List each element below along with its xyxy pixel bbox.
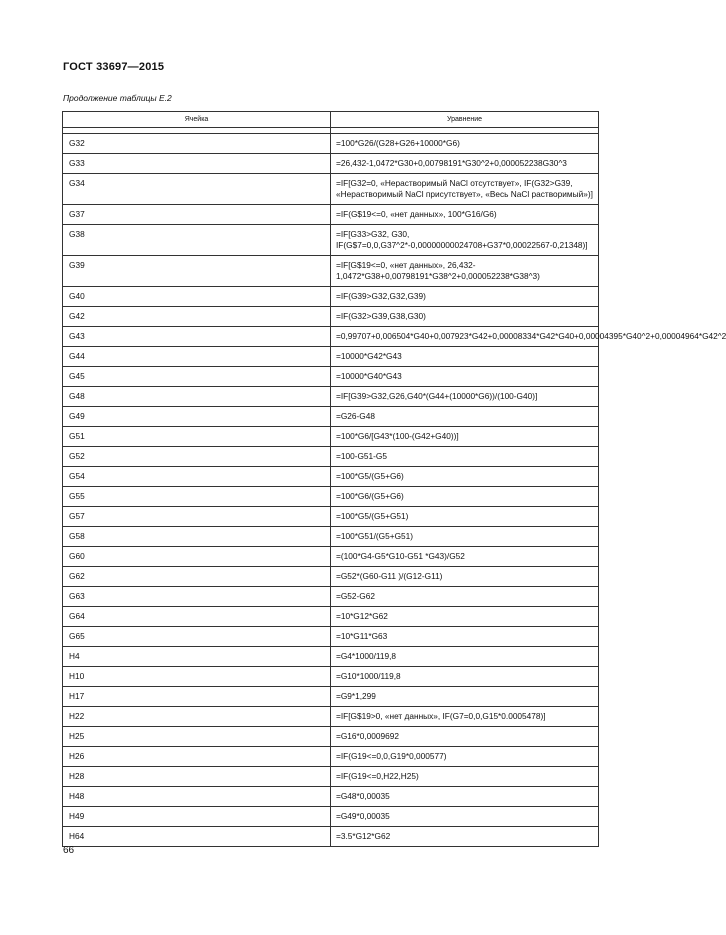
table-row <box>63 787 599 807</box>
cell-reference: G55 <box>63 487 331 507</box>
table-row <box>63 467 599 487</box>
equation-formula: =G52-G62 <box>331 587 599 607</box>
equation-formula: =IF[G39>G32,G26,G40*(G44+(10000*G6))/(100-G40)] <box>331 387 599 407</box>
equation-formula: =G16*0,0009692 <box>331 727 599 747</box>
equation-formula: =10*G11*G63 <box>331 627 599 647</box>
cell-reference: H64 <box>63 827 331 847</box>
cell-reference: H10 <box>63 667 331 687</box>
page-number: 66 <box>63 845 75 856</box>
equation-formula: =10000*G40*G43 <box>331 367 599 387</box>
table-row <box>63 134 599 154</box>
cell-reference: H17 <box>63 687 331 707</box>
cell-reference: G33 <box>63 154 331 174</box>
table-row <box>63 174 599 205</box>
equation-formula: =0,99707+0,006504*G40+0,007923*G42+0,00008334*G42*G40+0,00004395*G40^2+0,00004964*G42^2 <box>331 327 599 347</box>
cell-reference: G45 <box>63 367 331 387</box>
equation-formula: =100*G5/(G5+G51) <box>331 507 599 527</box>
equation-formula: =100-G51-G5 <box>331 447 599 467</box>
cell-reference: G48 <box>63 387 331 407</box>
equation-formula: =G49*0,00035 <box>331 807 599 827</box>
equation-formula: =G52*(G60-G11 )/(G12-G11) <box>331 567 599 587</box>
equation-formula: =100*G51/(G5+G51) <box>331 527 599 547</box>
equation-formula: =100*G6/(G5+G6) <box>331 487 599 507</box>
cell-reference: G38 <box>63 225 331 256</box>
cell-reference: H25 <box>63 727 331 747</box>
cell-reference: G32 <box>63 134 331 154</box>
table-row <box>63 747 599 767</box>
table-row <box>63 407 599 427</box>
table-row <box>63 427 599 447</box>
document-header: ГОСТ 33697—2015 <box>63 61 165 73</box>
cell-reference: G43 <box>63 327 331 347</box>
cell-reference: G42 <box>63 307 331 327</box>
equation-formula: =G48*0,00035 <box>331 787 599 807</box>
table-row <box>63 827 599 847</box>
cell-reference: H48 <box>63 787 331 807</box>
cell-reference: G65 <box>63 627 331 647</box>
table-row <box>63 567 599 587</box>
cell-reference: G37 <box>63 205 331 225</box>
table-row <box>63 527 599 547</box>
table-header-row <box>63 112 599 128</box>
table-row <box>63 767 599 787</box>
cell-reference: G51 <box>63 427 331 447</box>
table-row <box>63 447 599 467</box>
cell-reference: G63 <box>63 587 331 607</box>
equation-formula: =IF(G39>G32,G32,G39) <box>331 287 599 307</box>
equation-formula: =IF(G19<=0,0,G19*0,000577) <box>331 747 599 767</box>
table-row <box>63 687 599 707</box>
column-header-equation: Уравнение <box>331 112 599 128</box>
cell-reference: G44 <box>63 347 331 367</box>
cell-reference: G57 <box>63 507 331 527</box>
equation-formula: =IF(G19<=0,H22,H25) <box>331 767 599 787</box>
equation-formula: =IF[G32=0, «Нерастворимый NaCl отсутствует», IF(G32>G39, «Нерастворимый NaCl присутствует», «Весь NaCl растворимый»)] <box>331 174 599 205</box>
equation-formula: =IF[G$19>0, «нет данных», IF(G7=0,0,G15*0.0005478)] <box>331 707 599 727</box>
table-row <box>63 205 599 225</box>
cell-reference: G54 <box>63 467 331 487</box>
table-row <box>63 387 599 407</box>
table-row <box>63 487 599 507</box>
table-row <box>63 627 599 647</box>
cell-reference: H26 <box>63 747 331 767</box>
equation-formula: =IF(G$19<=0, «нет данных», 100*G16/G6) <box>331 205 599 225</box>
cell-reference: G34 <box>63 174 331 205</box>
cell-reference: G62 <box>63 567 331 587</box>
table-row <box>63 507 599 527</box>
table-row <box>63 256 599 287</box>
table-row <box>63 347 599 367</box>
table-row <box>63 287 599 307</box>
equation-formula: =100*G6/[G43*(100-(G42+G40))] <box>331 427 599 447</box>
cell-reference: H4 <box>63 647 331 667</box>
table-row <box>63 547 599 567</box>
equation-formula: =IF[G33>G32, G30, IF(G$7=0,0,G37^2*-0,00000000024708+G37*0,00022567-0,21348)] <box>331 225 599 256</box>
equation-formula: =G9*1,299 <box>331 687 599 707</box>
cell-reference: G58 <box>63 527 331 547</box>
cell-reference: H22 <box>63 707 331 727</box>
table-row <box>63 587 599 607</box>
equation-formula: =G26-G48 <box>331 407 599 427</box>
cell-reference: H28 <box>63 767 331 787</box>
equation-formula: =3.5*G12*G62 <box>331 827 599 847</box>
cell-reference: G39 <box>63 256 331 287</box>
table-row <box>63 707 599 727</box>
table-row <box>63 307 599 327</box>
formula-table <box>62 111 726 847</box>
equation-formula: =100*G26/(G28+G26+10000*G6) <box>331 134 599 154</box>
equation-formula: =IF[G$19<=0, «нет данных», 26,432-1,0472*G38+0,00798191*G38^2+0,000052238*G38^3) <box>331 256 599 287</box>
equation-formula: =100*G5/(G5+G6) <box>331 467 599 487</box>
table-row <box>63 154 599 174</box>
table-row <box>63 327 599 347</box>
table-row <box>63 807 599 827</box>
table-row <box>63 367 599 387</box>
cell-reference: G64 <box>63 607 331 627</box>
table-caption: Продолжение таблицы Е.2 <box>63 93 172 103</box>
table-row <box>63 607 599 627</box>
equation-formula: =G4*1000/119,8 <box>331 647 599 667</box>
column-header-cell: Ячейка <box>63 112 331 128</box>
cell-reference: G40 <box>63 287 331 307</box>
equation-formula: =IF(G32>G39,G38,G30) <box>331 307 599 327</box>
equation-formula: =10000*G42*G43 <box>331 347 599 367</box>
equation-formula: =10*G12*G62 <box>331 607 599 627</box>
table-row <box>63 667 599 687</box>
table-row <box>63 225 599 256</box>
cell-reference: G60 <box>63 547 331 567</box>
equation-formula: =G10*1000/119,8 <box>331 667 599 687</box>
cell-reference: G49 <box>63 407 331 427</box>
cell-reference: H49 <box>63 807 331 827</box>
equation-formula: =(100*G4-G5*G10-G51 *G43)/G52 <box>331 547 599 567</box>
table-row <box>63 727 599 747</box>
table-row <box>63 647 599 667</box>
cell-reference: G52 <box>63 447 331 467</box>
equation-formula: =26,432-1,0472*G30+0,00798191*G30^2+0,000052238G30^3 <box>331 154 599 174</box>
